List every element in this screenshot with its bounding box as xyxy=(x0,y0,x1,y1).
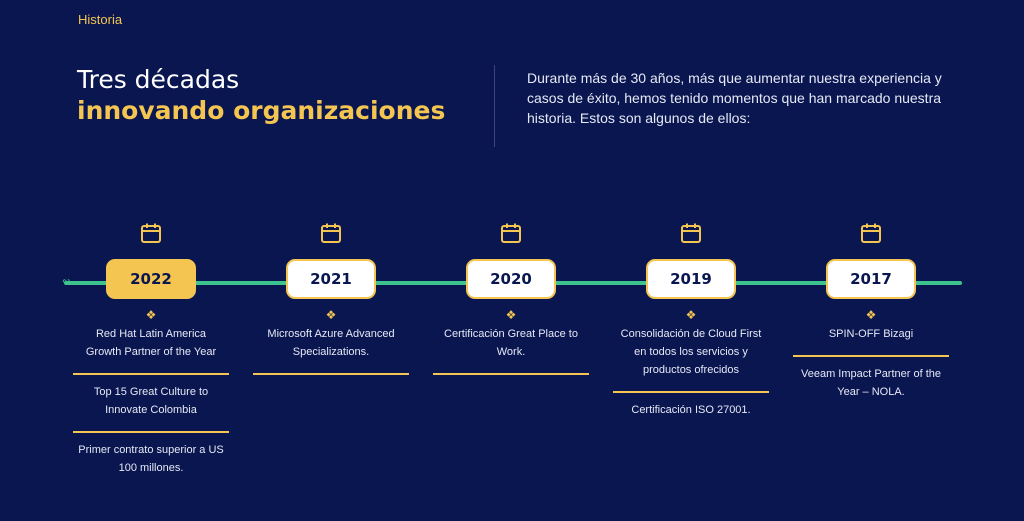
event-list xyxy=(433,325,589,375)
event-item: Red Hat Latin America Growth Partner of the Year xyxy=(73,325,229,375)
calendar-icon xyxy=(860,222,882,244)
event-item: SPIN-OFF Bizagi xyxy=(793,325,949,357)
year-badge[interactable]: 2021 xyxy=(286,259,376,299)
event-list xyxy=(73,325,229,489)
timeline-item-2019 xyxy=(613,222,769,431)
event-list xyxy=(793,325,949,413)
timeline-item-2020 xyxy=(433,222,589,375)
calendar-icon xyxy=(500,222,522,244)
event-item: Consolidación de Cloud First en todos los servicios y productos ofrecidos xyxy=(613,325,769,393)
calendar-icon xyxy=(140,222,162,244)
event-list xyxy=(613,325,769,431)
event-item: Primer contrato superior a US 100 millones. xyxy=(78,444,224,474)
timeline-start-marker: ∾ xyxy=(62,276,71,287)
diamond-icon: ❖ xyxy=(865,308,877,322)
vertical-divider xyxy=(494,65,495,147)
event-item: Certificación Great Place to Work. xyxy=(433,325,589,375)
diamond-icon: ❖ xyxy=(325,308,337,322)
timeline-item-2022 xyxy=(73,222,229,489)
diamond-icon: ❖ xyxy=(505,308,517,322)
calendar-icon xyxy=(320,222,342,244)
intro-paragraph: Durante más de 30 años, más que aumentar nuestra experiencia y casos de éxito, hemos tenido momentos que han marcado nuestra historia. Estos son algunos de ellos: xyxy=(527,70,942,126)
calendar-icon xyxy=(680,222,702,244)
event-list xyxy=(253,325,409,375)
diamond-icon: ❖ xyxy=(145,308,157,322)
title-line-1: Tres décadas xyxy=(77,65,240,94)
year-badge[interactable]: 2017 xyxy=(826,259,916,299)
event-item: Veeam Impact Partner of the Year – NOLA. xyxy=(800,368,942,398)
page-title xyxy=(77,64,445,126)
title-line-2: innovando organizaciones xyxy=(77,96,446,125)
event-item: Top 15 Great Culture to Innovate Colombia xyxy=(73,375,229,433)
timeline-item-2017 xyxy=(793,222,949,413)
section-eyebrow: Historia xyxy=(78,12,123,27)
timeline-item-2021 xyxy=(253,222,409,375)
event-item: Certificación ISO 27001. xyxy=(631,404,751,416)
diamond-icon: ❖ xyxy=(685,308,697,322)
event-item: Microsoft Azure Advanced Specializations. xyxy=(253,325,409,375)
year-badge[interactable]: 2022 xyxy=(106,259,196,299)
year-badge[interactable]: 2019 xyxy=(646,259,736,299)
year-badge[interactable]: 2020 xyxy=(466,259,556,299)
